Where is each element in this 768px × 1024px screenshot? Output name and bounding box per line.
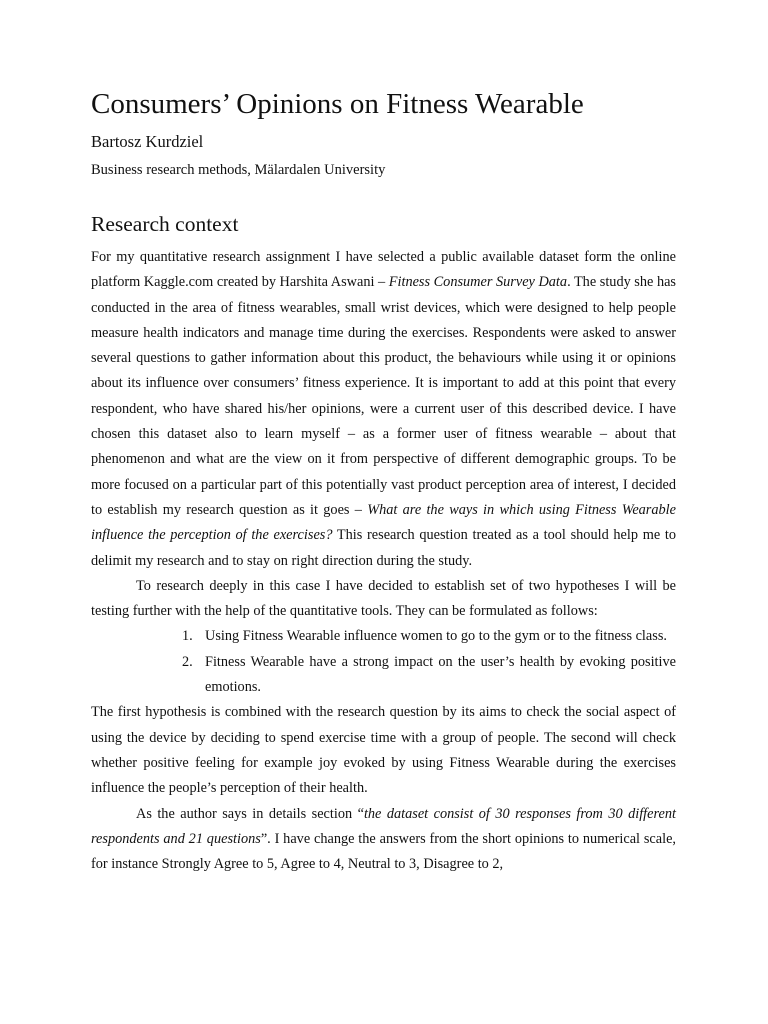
- affiliation: Business research methods, Mälardalen University: [91, 162, 386, 178]
- paragraph-4: [91, 802, 676, 878]
- paragraph-1-text-a: For my quantitative research assignment I have selected a public available dataset form the online platform Kaggle.com created by Harshita Aswani –: [91, 249, 676, 291]
- paragraph-1-text-e: This research question treated as a tool should help me to delimit my research and to stay on right direction during the study.: [91, 527, 676, 569]
- document-title: Consumers’ Opinions on Fitness Wearable: [91, 88, 584, 120]
- section-body: [91, 245, 676, 877]
- quoted-dataset-details: the dataset consist of 30 responses from 30 different respondents and 21 questions: [91, 805, 676, 847]
- research-question: What are the ways in which using Fitness Wearable influence the perception of the exercises?: [91, 501, 676, 544]
- section-heading: Research context: [91, 212, 239, 236]
- hypothesis-item: [182, 624, 676, 649]
- paragraph-3: The first hypothesis is combined with the research question by its aims to check the social aspect of using the device by deciding to spend exercise time with a group of people. The second will check whether positive feeling for example joy evoked by using Fitness Wearable during the exercises influence the people’s perception of their health.: [91, 704, 676, 797]
- paragraph-2: To research deeply in this case I have decided to establish set of two hypotheses I will be testing further with the help of the quantitative tools. They can be formulated as follows:: [91, 577, 676, 620]
- hypothesis-item: [182, 650, 676, 701]
- dataset-name: Fitness Consumer Survey Data: [388, 274, 568, 291]
- hypothesis-text: Fitness Wearable have a strong impact on the user’s health by evoking positive emotions.: [205, 653, 676, 696]
- hypothesis-number: 1.: [182, 628, 193, 645]
- hypotheses-list: [91, 624, 676, 700]
- author-name: Bartosz Kurdziel: [91, 132, 204, 151]
- hypothesis-number: 2.: [182, 653, 193, 670]
- paragraph-4-text-c: ”. I have change the answers from the short opinions to numerical scale, for instance Strongly Agree to 5, Agree to 4, Neutral to 3, Disagree to 2,: [91, 830, 677, 873]
- hypothesis-text: Using Fitness Wearable influence women to go to the gym or to the fitness class.: [205, 628, 667, 645]
- paragraph-1-text-c: . The study she has conducted in the area of fitness wearables, small wrist devices, which were designed to help people measure health indicators and manage time during the exercises. Respondents were asked to answer several questions to gather information about this product, the behaviours while using it or opinions about its influence over consumers’ fitness experience. It is important to add at this point that every respondent, who have shared his/her opinions, were a current user of this described device. I have chosen this dataset also to learn myself – as a former user of fitness wearable – about that phenomenon and what are the view on it from perspective of different demographic groups. To be more focused on a particular part of this potentially vast product perception area of interest, I decided to establish my research question as it goes –: [91, 274, 676, 518]
- paragraph-1: [91, 245, 676, 574]
- paragraph-4-text-a: As the author says in details section “: [136, 805, 364, 822]
